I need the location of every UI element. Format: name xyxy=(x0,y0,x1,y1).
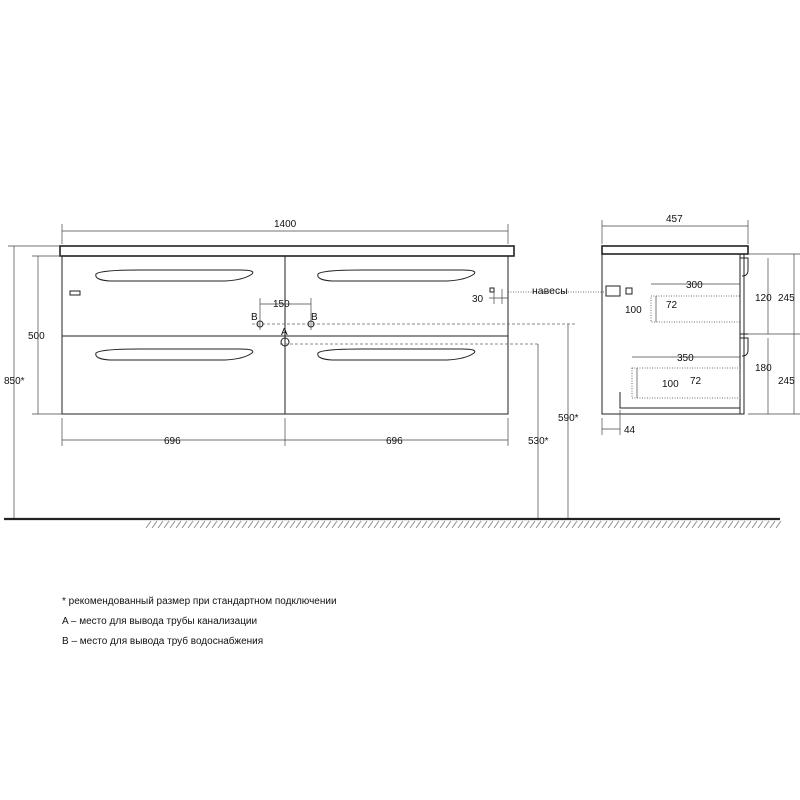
hatch-line xyxy=(644,521,649,528)
handle-bottom-left xyxy=(96,349,253,360)
hatch-line xyxy=(548,521,553,528)
hatch-line xyxy=(752,521,757,528)
depth-label: 457 xyxy=(666,214,683,225)
bottom-drawer-side-label: 100 xyxy=(662,379,679,390)
hatch-line xyxy=(698,521,703,528)
hatch-line xyxy=(284,521,289,528)
hatch-line xyxy=(338,521,343,528)
hatch-line xyxy=(704,521,709,528)
hatch-line xyxy=(302,521,307,528)
body-height-label: 500 xyxy=(28,331,45,342)
hatch-line xyxy=(524,521,529,528)
hatch-line xyxy=(608,521,613,528)
front-countertop xyxy=(60,246,514,256)
hatch-line xyxy=(398,521,403,528)
hatch-line xyxy=(758,521,763,528)
top-drawer-side-label: 100 xyxy=(625,305,642,316)
hatch-line xyxy=(668,521,673,528)
hatch-line xyxy=(542,521,547,528)
hinge-label: навесы xyxy=(532,285,568,297)
hatch-line xyxy=(458,521,463,528)
hatch-line xyxy=(584,521,589,528)
hatch-line xyxy=(638,521,643,528)
hatch-line xyxy=(536,521,541,528)
hatch-line xyxy=(554,521,559,528)
width-label: 1400 xyxy=(274,219,297,230)
front-hinge-mark xyxy=(70,291,80,295)
hatch-line xyxy=(776,521,781,528)
hatch-line xyxy=(692,521,697,528)
handle-bottom-right xyxy=(318,349,475,360)
hatch-line xyxy=(518,521,523,528)
hatch-line xyxy=(278,521,283,528)
hatch-line xyxy=(386,521,391,528)
hatch-line xyxy=(710,521,715,528)
pipe-a-label: A xyxy=(281,327,288,338)
hatch-line xyxy=(566,521,571,528)
top-drawer-box xyxy=(651,296,740,322)
hatch-line xyxy=(308,521,313,528)
top-inner-height-label: 120 xyxy=(755,293,772,304)
side-cabinet-body xyxy=(602,254,744,414)
hinge-offset-label: 30 xyxy=(472,294,484,305)
note-recommended: * рекомендованный размер при стандартном подключении xyxy=(62,596,337,607)
hatch-line xyxy=(146,521,151,528)
hatch-line xyxy=(356,521,361,528)
handle-top-right xyxy=(318,270,475,281)
hatch-line xyxy=(200,521,205,528)
hatch-line xyxy=(296,521,301,528)
hatch-line xyxy=(764,521,769,528)
hatch-line xyxy=(512,521,517,528)
supply-height-label: 590* xyxy=(558,413,579,424)
hatch-line xyxy=(494,521,499,528)
hatch-line xyxy=(482,521,487,528)
hatch-line xyxy=(476,521,481,528)
hatch-line xyxy=(374,521,379,528)
hatch-line xyxy=(680,521,685,528)
note-supply-b: B – место для вывода труб водоснабжения xyxy=(62,636,264,647)
hatch-line xyxy=(716,521,721,528)
hatch-line xyxy=(656,521,661,528)
bottom-drawer-depth-label: 350 xyxy=(677,353,694,364)
hatch-line xyxy=(362,521,367,528)
hatch-line xyxy=(272,521,277,528)
hatch-line xyxy=(236,521,241,528)
hatch-line xyxy=(320,521,325,528)
hatch-line xyxy=(770,521,775,528)
top-front-height-label: 245 xyxy=(778,293,795,304)
pipe-b-right-label: B xyxy=(311,312,318,323)
front-view xyxy=(4,219,604,518)
hatch-line xyxy=(380,521,385,528)
hatch-line xyxy=(734,521,739,528)
hatch-line xyxy=(326,521,331,528)
hatch-line xyxy=(404,521,409,528)
bottom-drawer-small-label: 72 xyxy=(690,376,702,387)
hatch-line xyxy=(428,521,433,528)
hatch-line xyxy=(410,521,415,528)
hatch-line xyxy=(188,521,193,528)
hatch-line xyxy=(602,521,607,528)
side-base-profile xyxy=(620,392,740,408)
hatch-line xyxy=(368,521,373,528)
back-offset-label: 44 xyxy=(624,425,636,436)
top-drawer-depth-label: 300 xyxy=(686,280,703,291)
hatch-line xyxy=(164,521,169,528)
hatch-line xyxy=(620,521,625,528)
side-view xyxy=(602,214,800,436)
hatch-line xyxy=(182,521,187,528)
hatch-line xyxy=(350,521,355,528)
hatch-line xyxy=(242,521,247,528)
right-section-label: 696 xyxy=(386,436,403,447)
hatch-line xyxy=(332,521,337,528)
side-countertop xyxy=(602,246,748,254)
bottom-drawer-box xyxy=(632,368,740,398)
hatch-line xyxy=(560,521,565,528)
hatch-line xyxy=(470,521,475,528)
hatch-line xyxy=(260,521,265,528)
hatch-line xyxy=(746,521,751,528)
hatch-line xyxy=(218,521,223,528)
hatch-line xyxy=(596,521,601,528)
floor xyxy=(4,519,781,528)
hatch-line xyxy=(254,521,259,528)
hatch-line xyxy=(728,521,733,528)
hatch-line xyxy=(578,521,583,528)
hatch-line xyxy=(464,521,469,528)
hatch-line xyxy=(416,521,421,528)
hatch-line xyxy=(194,521,199,528)
left-section-label: 696 xyxy=(164,436,181,447)
note-drain-a: A – место для вывода трубы канализации xyxy=(62,616,258,627)
hatch-line xyxy=(392,521,397,528)
hatch-line xyxy=(740,521,745,528)
hatch-line xyxy=(434,521,439,528)
hatch-line xyxy=(674,521,679,528)
hatch-line xyxy=(722,521,727,528)
pipe-b-left-label: B xyxy=(251,312,258,323)
side-hinge xyxy=(606,286,620,296)
hatch-line xyxy=(248,521,253,528)
hatch-line xyxy=(224,521,229,528)
hatch-line xyxy=(422,521,427,528)
hatch-line xyxy=(206,521,211,528)
hatch-line xyxy=(314,521,319,528)
hatch-line xyxy=(506,521,511,528)
hatch-line xyxy=(266,521,271,528)
hatch-line xyxy=(590,521,595,528)
hatch-line xyxy=(626,521,631,528)
floor-hatching xyxy=(146,521,781,528)
handle-top-left xyxy=(96,270,253,281)
notes-block xyxy=(62,592,337,652)
hatch-line xyxy=(650,521,655,528)
hatch-line xyxy=(440,521,445,528)
hatch-line xyxy=(530,521,535,528)
hatch-line xyxy=(170,521,175,528)
hatch-line xyxy=(212,521,217,528)
pipe-spacing-label: 150 xyxy=(273,299,290,310)
hatch-line xyxy=(686,521,691,528)
hatch-line xyxy=(572,521,577,528)
top-drawer-small-label: 72 xyxy=(666,300,678,311)
hatch-line xyxy=(662,521,667,528)
hatch-line xyxy=(176,521,181,528)
hatch-line xyxy=(614,521,619,528)
hatch-line xyxy=(152,521,157,528)
bottom-front-height-label: 245 xyxy=(778,376,795,387)
hatch-line xyxy=(158,521,163,528)
hatch-line xyxy=(500,521,505,528)
hatch-line xyxy=(632,521,637,528)
total-height-label: 850* xyxy=(4,376,25,387)
hatch-line xyxy=(488,521,493,528)
hatch-line xyxy=(344,521,349,528)
hatch-line xyxy=(290,521,295,528)
bottom-inner-height-label: 180 xyxy=(755,363,772,374)
hatch-line xyxy=(230,521,235,528)
hatch-line xyxy=(452,521,457,528)
drain-height-label: 530* xyxy=(528,436,549,447)
hatch-line xyxy=(446,521,451,528)
